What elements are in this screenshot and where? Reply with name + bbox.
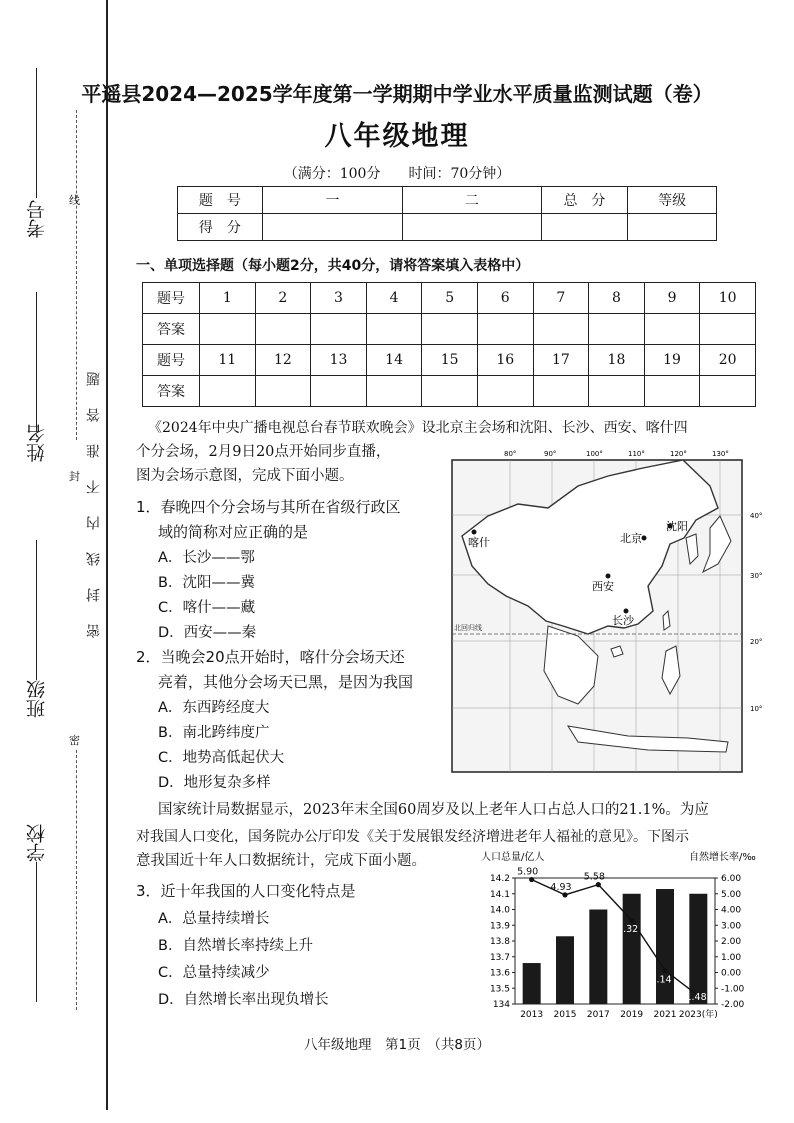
chart-right-axis-label: 自然增长率/‰ xyxy=(689,852,756,863)
chart-right-tick-label: 1.00 xyxy=(721,952,742,963)
chart-rate-point xyxy=(629,918,634,923)
chart-x-tick-label: 2023(年) xyxy=(678,1010,718,1020)
answer-cell[interactable] xyxy=(589,376,645,407)
chart-x-tick-label: 2021 xyxy=(653,1010,677,1020)
name-label: 姓名 xyxy=(26,424,48,462)
chart-x-tick-label: 2017 xyxy=(586,1010,610,1020)
chart-bar xyxy=(556,936,574,1004)
q3-option-b[interactable]: B．自然增长率持续上升 xyxy=(158,938,313,954)
answer-cell[interactable] xyxy=(589,314,645,345)
lon-90: 90° xyxy=(544,450,557,458)
chart-left-tick-label: 13.7 xyxy=(489,952,510,963)
answer-num: 1 xyxy=(200,283,256,314)
score-header-part1: 一 xyxy=(262,187,402,214)
chart-rate-point xyxy=(662,968,667,973)
q1-option-c[interactable]: C．喀什——藏 xyxy=(158,600,256,616)
passage2-line2: 对我国人口变化，国务院办公厅印发《关于发展银发经济增进老年人福祉的意见》。下图示 xyxy=(136,829,689,845)
chart-rate-point xyxy=(529,877,534,882)
answer-cell[interactable] xyxy=(700,376,756,407)
chart-rate-label: 5.58 xyxy=(583,871,605,883)
answer-cell[interactable] xyxy=(366,314,422,345)
answer-cell[interactable] xyxy=(366,376,422,407)
lat-20: 20° xyxy=(750,638,763,646)
population-chart xyxy=(475,846,775,1026)
city-kashgar: 喀什 xyxy=(468,536,490,549)
answer-num: 4 xyxy=(366,283,422,314)
chart-rate-label: 5.90 xyxy=(517,866,539,878)
chart-rate-label: 4.93 xyxy=(550,881,572,893)
exam-info: （满分：100分 时间：70分钟） xyxy=(283,166,511,182)
answer-table xyxy=(142,282,756,407)
q2-stem-line2: 亮着，其他分会场天已黑，是因为我国 xyxy=(158,673,414,691)
chart-bar xyxy=(689,894,707,1004)
passage2-line3: 意我国近十年人口数据统计，完成下面小题。 xyxy=(136,853,426,869)
chart-right-tick-label: 5.00 xyxy=(721,889,742,900)
chart-rate-label: -1.48 xyxy=(682,991,707,1003)
chart-left-tick-label: 13.9 xyxy=(489,921,510,932)
chart-rate-label: 0.14 xyxy=(650,974,672,986)
exam-no-label: 考号 xyxy=(26,200,48,238)
kashgar-marker xyxy=(472,530,477,535)
answer-cell[interactable] xyxy=(311,376,367,407)
answer-cell[interactable] xyxy=(200,314,256,345)
answer-cell[interactable] xyxy=(255,314,311,345)
chart-left-tick-label: 134 xyxy=(492,1000,510,1010)
chart-left-tick-label: 14.1 xyxy=(489,889,510,900)
city-xian: 西安 xyxy=(592,580,614,593)
chart-right-tick-label: 4.00 xyxy=(721,905,742,916)
answer-num: 9 xyxy=(644,283,700,314)
chart-bar xyxy=(656,889,674,1004)
page-footer: 八年级地理 第1页 （共8页） xyxy=(304,1037,490,1053)
chart-rate-point xyxy=(562,892,567,897)
answer-cell[interactable] xyxy=(477,314,533,345)
chart-left-tick-label: 14.0 xyxy=(489,905,510,916)
chart-right-tick-label: 0.00 xyxy=(721,968,742,979)
answer-num: 20 xyxy=(700,345,756,376)
seal-char-2: 封 xyxy=(69,470,80,483)
chart-x-tick-label: 2015 xyxy=(553,1010,577,1020)
seal-char-1: 密 xyxy=(69,734,80,747)
answer-q-label: 题号 xyxy=(143,345,200,376)
answer-num: 10 xyxy=(700,283,756,314)
q2-option-d[interactable]: D．地形复杂多样 xyxy=(158,775,271,791)
answer-num: 3 xyxy=(311,283,367,314)
chart-right-tick-label: 2.00 xyxy=(721,937,742,947)
answer-a-label: 答案 xyxy=(143,376,200,407)
chart-left-tick-label: 13.8 xyxy=(489,937,510,947)
answer-num: 8 xyxy=(589,283,645,314)
seal-char-3: 线 xyxy=(69,194,80,207)
chart-left-tick-label: 13.5 xyxy=(489,984,510,995)
name-rule xyxy=(36,292,37,432)
q3-option-c[interactable]: C．总量持续减少 xyxy=(158,965,270,981)
chart-x-tick-label: 2019 xyxy=(620,1010,644,1020)
venue-map xyxy=(448,446,778,776)
chart-bar xyxy=(623,894,641,1004)
lon-120: 120° xyxy=(670,450,687,458)
score-header-total: 总 分 xyxy=(541,187,628,214)
lat-10: 10° xyxy=(750,705,763,713)
seal-warning: 密封线内不准答题 xyxy=(86,350,102,638)
chart-left-axis-label: 人口总量/亿人 xyxy=(481,852,545,863)
answer-cell[interactable] xyxy=(533,376,589,407)
city-shenyang: 沈阳 xyxy=(666,520,688,533)
chart-right-tick-label: -2.00 xyxy=(721,1000,745,1010)
binding-dash-bottom xyxy=(76,750,77,1010)
answer-cell[interactable] xyxy=(200,376,256,407)
chart-rate-label: 3.32 xyxy=(617,924,639,936)
lon-80: 80° xyxy=(504,450,517,458)
score-cell[interactable] xyxy=(262,214,402,241)
q2-stem-line1: 2．当晚会20点开始时，喀什分会场天还 xyxy=(136,648,405,666)
chart-right-tick-label: 3.00 xyxy=(721,921,742,932)
q3-stem: 3．近十年我国的人口变化特点是 xyxy=(136,882,356,900)
answer-num: 13 xyxy=(311,345,367,376)
answer-num: 16 xyxy=(477,345,533,376)
answer-cell[interactable] xyxy=(311,314,367,345)
exam-title: 平遥县2024—2025学年度第一学期期中学业水平质量监测试题（卷） xyxy=(81,82,713,106)
answer-cell[interactable] xyxy=(477,376,533,407)
answer-num: 18 xyxy=(589,345,645,376)
city-beijing: 北京 xyxy=(620,532,642,545)
passage1-line3: 图为会场示意图，完成下面小题。 xyxy=(136,468,354,484)
class-label: 班级 xyxy=(26,680,48,718)
changsha-marker xyxy=(624,609,629,614)
school-label: 学校 xyxy=(26,824,48,862)
q2-option-c[interactable]: C．地势高低起伏大 xyxy=(158,750,285,766)
passage1-line2: 个分会场，2月9日20点开始同步直播， xyxy=(136,444,391,460)
score-table xyxy=(177,186,717,241)
beijing-marker xyxy=(642,536,647,541)
q1-option-d[interactable]: D．西安——秦 xyxy=(158,625,257,641)
score-cell[interactable] xyxy=(403,214,541,241)
answer-cell[interactable] xyxy=(700,314,756,345)
answer-num: 14 xyxy=(366,345,422,376)
subject-title: 八年级地理 xyxy=(324,121,470,152)
answer-num: 5 xyxy=(422,283,478,314)
q2-option-a[interactable]: A．东西跨经度大 xyxy=(158,700,270,716)
tropic-label: 北回归线 xyxy=(454,624,482,632)
passage1-line1: 《2024年中央广播电视总台春节联欢晚会》设北京主会场和沈阳、长沙、西安、喀什四 xyxy=(148,420,688,436)
city-changsha: 长沙 xyxy=(612,614,634,627)
answer-num: 19 xyxy=(644,345,700,376)
score-header-label: 题 号 xyxy=(178,187,263,214)
answer-a-label: 答案 xyxy=(143,314,200,345)
answer-num: 15 xyxy=(422,345,478,376)
chart-left-tick-label: 13.6 xyxy=(489,968,510,979)
school-rule xyxy=(36,862,37,1002)
chart-left-tick-label: 14.2 xyxy=(489,874,510,884)
answer-num: 2 xyxy=(255,283,311,314)
passage2-line1: 国家统计局数据显示，2023年末全国60周岁及以上老年人口占总人口的21.1%。为应 xyxy=(158,802,709,818)
answer-num: 11 xyxy=(200,345,256,376)
answer-q-label: 题号 xyxy=(143,283,200,314)
q3-option-a[interactable]: A．总量持续增长 xyxy=(158,911,270,927)
score-row-label: 得 分 xyxy=(178,214,263,241)
score-cell[interactable] xyxy=(541,214,628,241)
xian-marker xyxy=(606,574,611,579)
lat-40: 40° xyxy=(750,512,763,520)
q1-option-a[interactable]: A．长沙——鄂 xyxy=(158,550,255,566)
answer-cell[interactable] xyxy=(422,314,478,345)
chart-right-tick-label: 6.00 xyxy=(721,874,742,884)
q1-option-b[interactable]: B．沈阳——冀 xyxy=(158,575,255,591)
answer-num: 7 xyxy=(533,283,589,314)
q1-stem-line2: 域的简称对应正确的是 xyxy=(158,523,309,541)
class-rule xyxy=(36,540,37,680)
score-header-grade: 等级 xyxy=(628,187,717,214)
answer-cell[interactable] xyxy=(644,376,700,407)
answer-cell[interactable] xyxy=(422,376,478,407)
answer-cell[interactable] xyxy=(255,376,311,407)
chart-rate-point xyxy=(596,882,601,887)
score-cell[interactable] xyxy=(628,214,717,241)
q2-option-b[interactable]: B．南北跨纬度广 xyxy=(158,725,270,741)
q3-option-d[interactable]: D．自然增长率出现负增长 xyxy=(158,992,329,1008)
score-header-part2: 二 xyxy=(403,187,541,214)
section1-heading: 一、单项选择题（每小题2分，共40分，请将答案填入表格中） xyxy=(136,258,530,274)
answer-num: 6 xyxy=(477,283,533,314)
lon-110: 110° xyxy=(628,450,645,458)
lon-130: 130° xyxy=(712,450,729,458)
answer-num: 17 xyxy=(533,345,589,376)
lat-30: 30° xyxy=(750,572,763,580)
q1-stem-line1: 1．春晚四个分会场与其所在省级行政区 xyxy=(136,498,401,516)
answer-cell[interactable] xyxy=(533,314,589,345)
lon-100: 100° xyxy=(586,450,603,458)
chart-x-tick-label: 2013 xyxy=(520,1010,544,1020)
chart-bar xyxy=(523,963,541,1004)
answer-cell[interactable] xyxy=(644,314,700,345)
answer-num: 12 xyxy=(255,345,311,376)
binding-dash-top xyxy=(76,110,77,440)
chart-right-tick-label: -1.00 xyxy=(721,984,745,995)
chart-bar xyxy=(589,910,607,1005)
